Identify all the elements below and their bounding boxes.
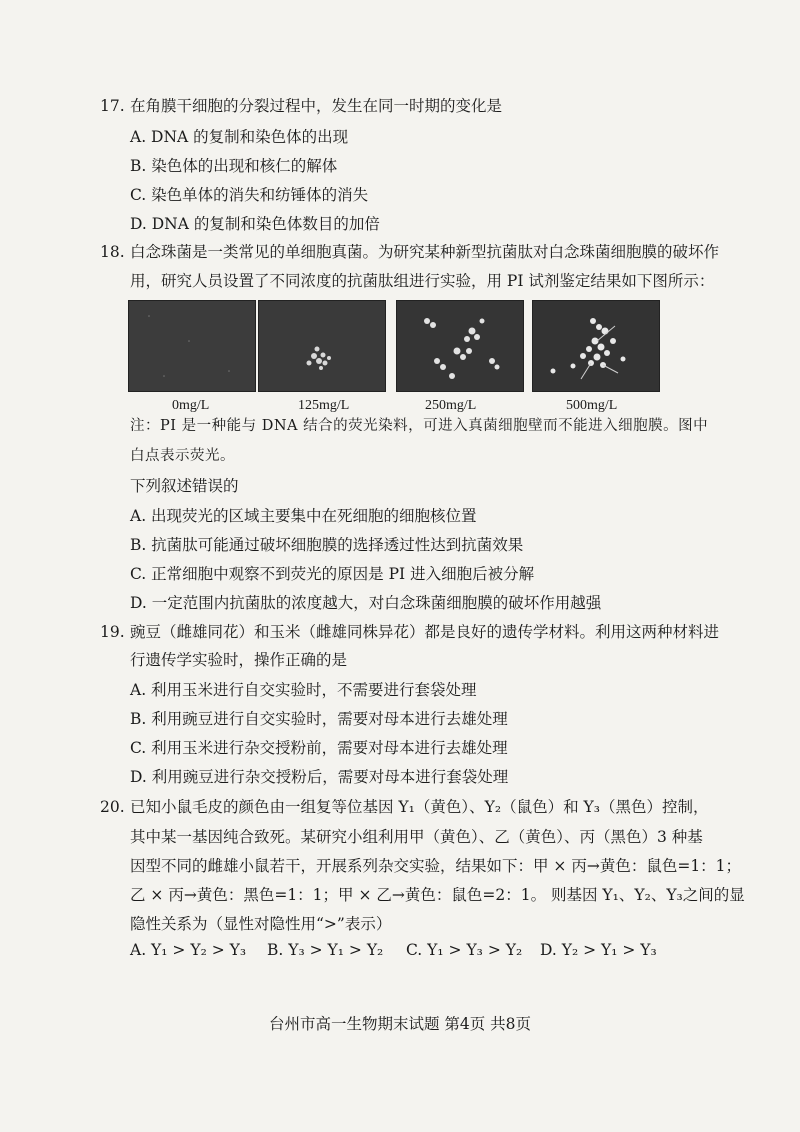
q18-prompt: 下列叙述错误的 bbox=[130, 477, 239, 495]
micrograph-250mg-svg bbox=[397, 301, 523, 391]
micrograph-500mg bbox=[532, 300, 660, 392]
q17-option-d: D. DNA 的复制和染色体数目的加倍 bbox=[130, 215, 380, 233]
q20-number: 20. bbox=[100, 798, 125, 816]
q20-stem-line3: 因型不同的雌雄小鼠若干，开展系列杂交实验，结果如下：甲 × 丙→黄色：鼠色=1：1； bbox=[130, 857, 742, 875]
q20-option-a: A. Y₁ > Y₂ > Y₃ bbox=[130, 941, 247, 959]
q19-option-d: D. 利用豌豆进行杂交授粉后，需要对母本进行套袋处理 bbox=[130, 768, 509, 786]
caption-250mg: 250mg/L bbox=[425, 398, 477, 413]
q17-option-a: A. DNA 的复制和染色体的出现 bbox=[130, 128, 349, 146]
q19-number: 19. bbox=[100, 623, 125, 641]
caption-125mg: 125mg/L bbox=[298, 398, 350, 413]
q20-option-d: D. Y₂ > Y₁ > Y₃ bbox=[540, 941, 657, 959]
page-footer: 台州市高一生物期末试题 第4页 共8页 bbox=[268, 1015, 532, 1033]
micrograph-0mg-svg bbox=[129, 301, 255, 391]
q19-option-b: B. 利用豌豆进行自交实验时，需要对母本进行去雄处理 bbox=[130, 710, 508, 728]
q17-stem: 17. 在角膜干细胞的分裂过程中，发生在同一时期的变化是 bbox=[100, 97, 503, 115]
q20-stem-line4: 乙 × 丙→黄色：黑色=1：1；甲 × 乙→黄色：鼠色=2：1。 则基因 Y₁、Y₂、Y₃之间的显 bbox=[130, 886, 745, 904]
micrograph-0mg bbox=[128, 300, 256, 392]
q18-option-a: A. 出现荧光的区域主要集中在死细胞的细胞核位置 bbox=[130, 507, 477, 525]
q18-stem-line1: 18. 白念珠菌是一类常见的单细胞真菌。为研究某种新型抗菌肽对白念珠菌细胞膜的破坏作 bbox=[100, 243, 720, 261]
q17-option-c: C. 染色单体的消失和纺锤体的消失 bbox=[130, 186, 369, 204]
q18-note-line1: 注：PI 是一种能与 DNA 结合的荧光染料，可进入真菌细胞壁而不能进入细胞膜。图中 bbox=[130, 418, 709, 434]
micrograph-500mg-svg bbox=[533, 301, 659, 391]
q18-microscopy-figure bbox=[128, 300, 668, 392]
q20-stem-line2: 其中某一基因纯合致死。某研究小组利用甲（黄色）、乙（黄色）、丙（黑色）3 种基 bbox=[130, 828, 703, 846]
q17-option-b: B. 染色体的出现和核仁的解体 bbox=[130, 157, 338, 175]
q18-option-b: B. 抗菌肽可能通过破坏细胞膜的选择透过性达到抗菌效果 bbox=[130, 536, 524, 554]
caption-0mg: 0mg/L bbox=[172, 398, 210, 413]
q18-option-d: D. 一定范围内抗菌肽的浓度越大，对白念珠菌细胞膜的破坏作用越强 bbox=[130, 594, 602, 612]
q20-stem-line1: 20. 已知小鼠毛皮的颜色由一组复等位基因 Y₁（黄色）、Y₂（鼠色）和 Y₃（黑色）控制， bbox=[100, 798, 709, 816]
q20-option-c: C. Y₁ > Y₃ > Y₂ bbox=[406, 941, 523, 959]
q19-option-c: C. 利用玉米进行杂交授粉前，需要对母本进行去雄处理 bbox=[130, 739, 508, 757]
micrograph-125mg-svg bbox=[259, 301, 385, 391]
q19-stem-line2: 行遗传学实验时，操作正确的是 bbox=[130, 651, 348, 669]
q18-stem-line2: 用，研究人员设置了不同浓度的抗菌肽组进行实验，用 PI 试剂鉴定结果如下图所示： bbox=[130, 272, 715, 290]
micrograph-250mg bbox=[396, 300, 524, 392]
micrograph-125mg bbox=[258, 300, 386, 392]
q20-option-b: B. Y₃ > Y₁ > Y₂ bbox=[267, 941, 384, 959]
q18-number: 18. bbox=[100, 243, 125, 261]
q20-stem-line5: 隐性关系为（显性对隐性用“>”表示） bbox=[130, 915, 392, 933]
caption-500mg: 500mg/L bbox=[566, 398, 618, 413]
q19-option-a: A. 利用玉米进行自交实验时，不需要进行套袋处理 bbox=[130, 681, 477, 699]
q17-number: 17. bbox=[100, 97, 125, 115]
q19-stem-line1: 19. 豌豆（雌雄同花）和玉米（雌雄同株异花）都是良好的遗传学材料。利用这两种材料进 bbox=[100, 623, 720, 641]
q18-option-c: C. 正常细胞中观察不到荧光的原因是 PI 进入细胞后被分解 bbox=[130, 565, 535, 583]
q18-note-line2: 白点表示荧光。 bbox=[130, 448, 235, 464]
